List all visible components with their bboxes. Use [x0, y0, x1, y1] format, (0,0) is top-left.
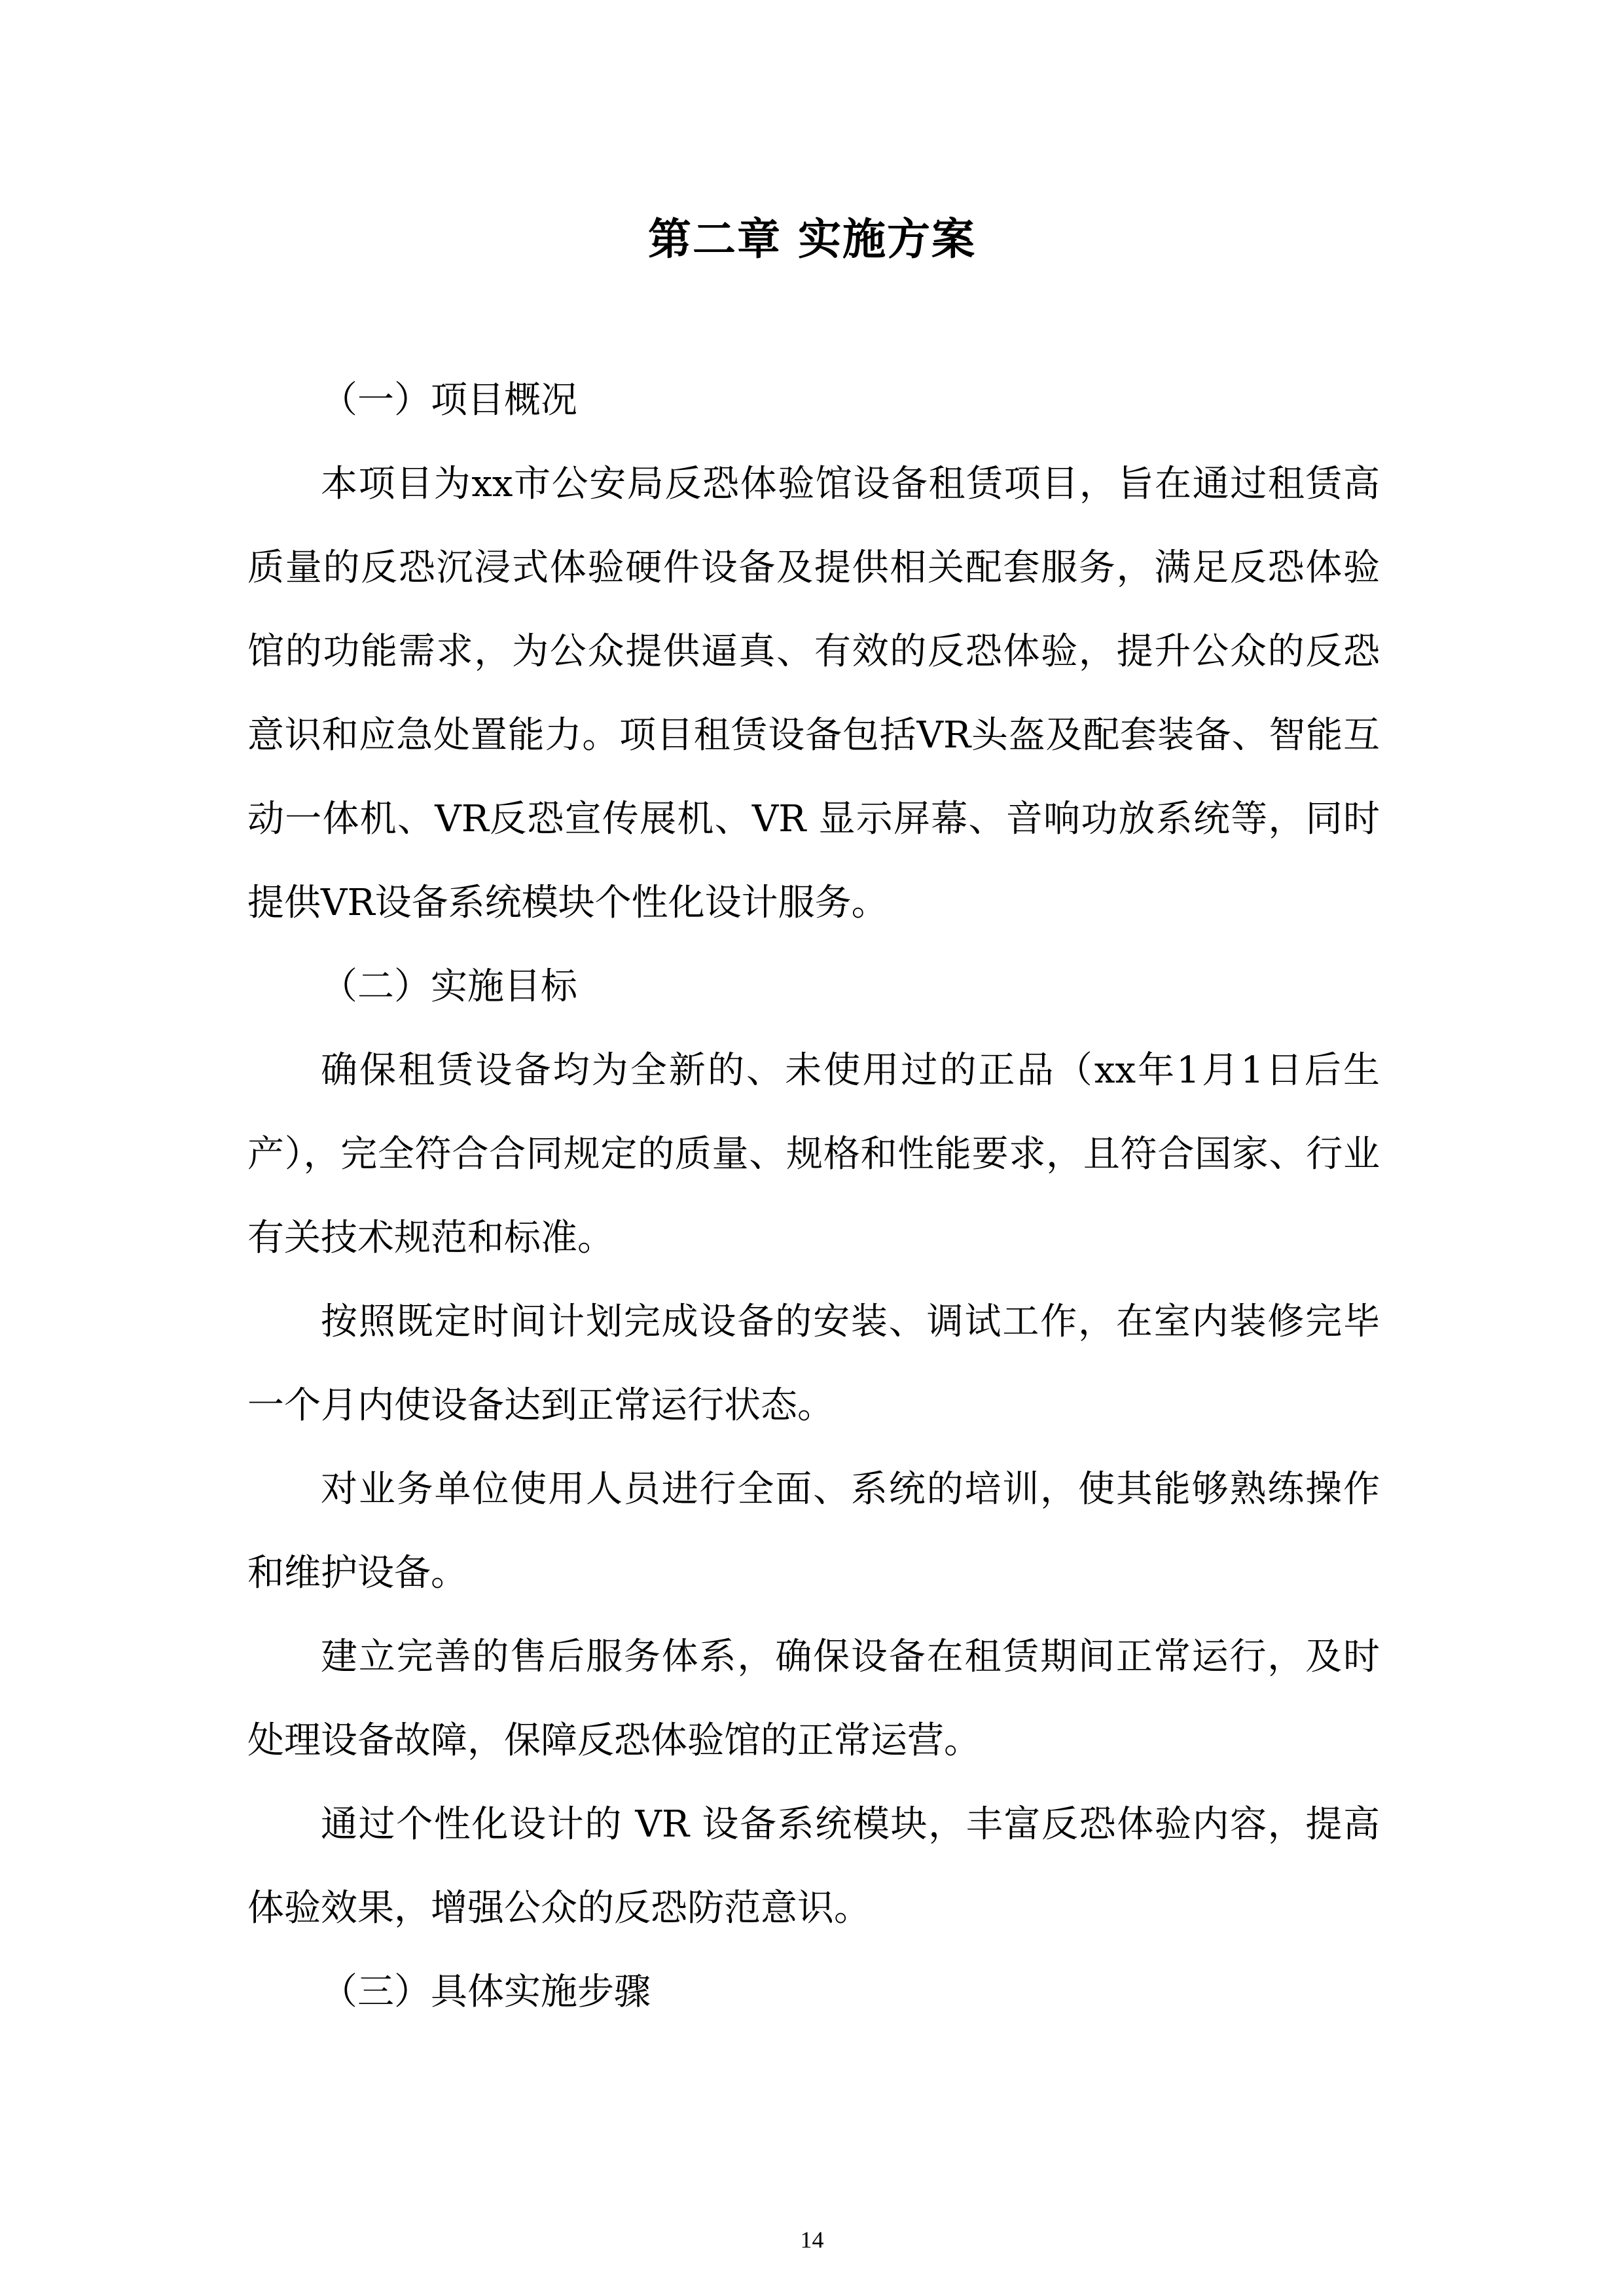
section-implementation-goals [247, 945, 1380, 1950]
paragraph: 建立完善的售后服务体系，确保设备在租赁期间正常运行，及时处理设备故障，保障反恐体验馆的正常运营。 [247, 1636, 1380, 1762]
paragraph: 本项目为xx市公安局反恐体验馆设备租赁项目，旨在通过租赁高质量的反恐沉浸式体验硬件设备及提供相关配套服务，满足反恐体验馆的功能需求，为公众提供逼真、有效的反恐体验，提升公众的反恐意识和应急处置能力。项目租赁设备包括VR头盔及配套装备、智能互动一体机、VR反恐宣传展机、VR 显示屏幕、音响功放系统等，同时提供VR设备系统模块个性化设计服务。 [247, 463, 1380, 924]
chapter-title: 第二章 实施方案 [648, 214, 976, 264]
section-heading: （二）实施目标 [321, 965, 577, 1008]
paragraph: 按照既定时间计划完成设备的安装、调试工作，在室内装修完毕一个月内使设备达到正常运行状态。 [247, 1300, 1380, 1427]
paragraph: 确保租赁设备均为全新的、未使用过的正品（xx年1月1日后生产），完全符合合同规定的质量、规格和性能要求，且符合国家、行业有关技术规范和标准。 [247, 1049, 1380, 1259]
page-number: 14 [800, 2227, 824, 2253]
section-project-overview [247, 359, 1380, 945]
paragraph: 通过个性化设计的 VR 设备系统模块，丰富反恐体验内容，提高体验效果，增强公众的反恐防范意识。 [247, 1803, 1380, 1929]
section-implementation-steps [247, 1950, 1380, 2034]
body-text [247, 359, 1380, 2034]
section-heading: （一）项目概况 [321, 379, 577, 422]
paragraph: 对业务单位使用人员进行全面、系统的培训，使其能够熟练操作和维护设备。 [247, 1468, 1380, 1594]
section-heading: （三）具体实施步骤 [321, 1971, 651, 2013]
